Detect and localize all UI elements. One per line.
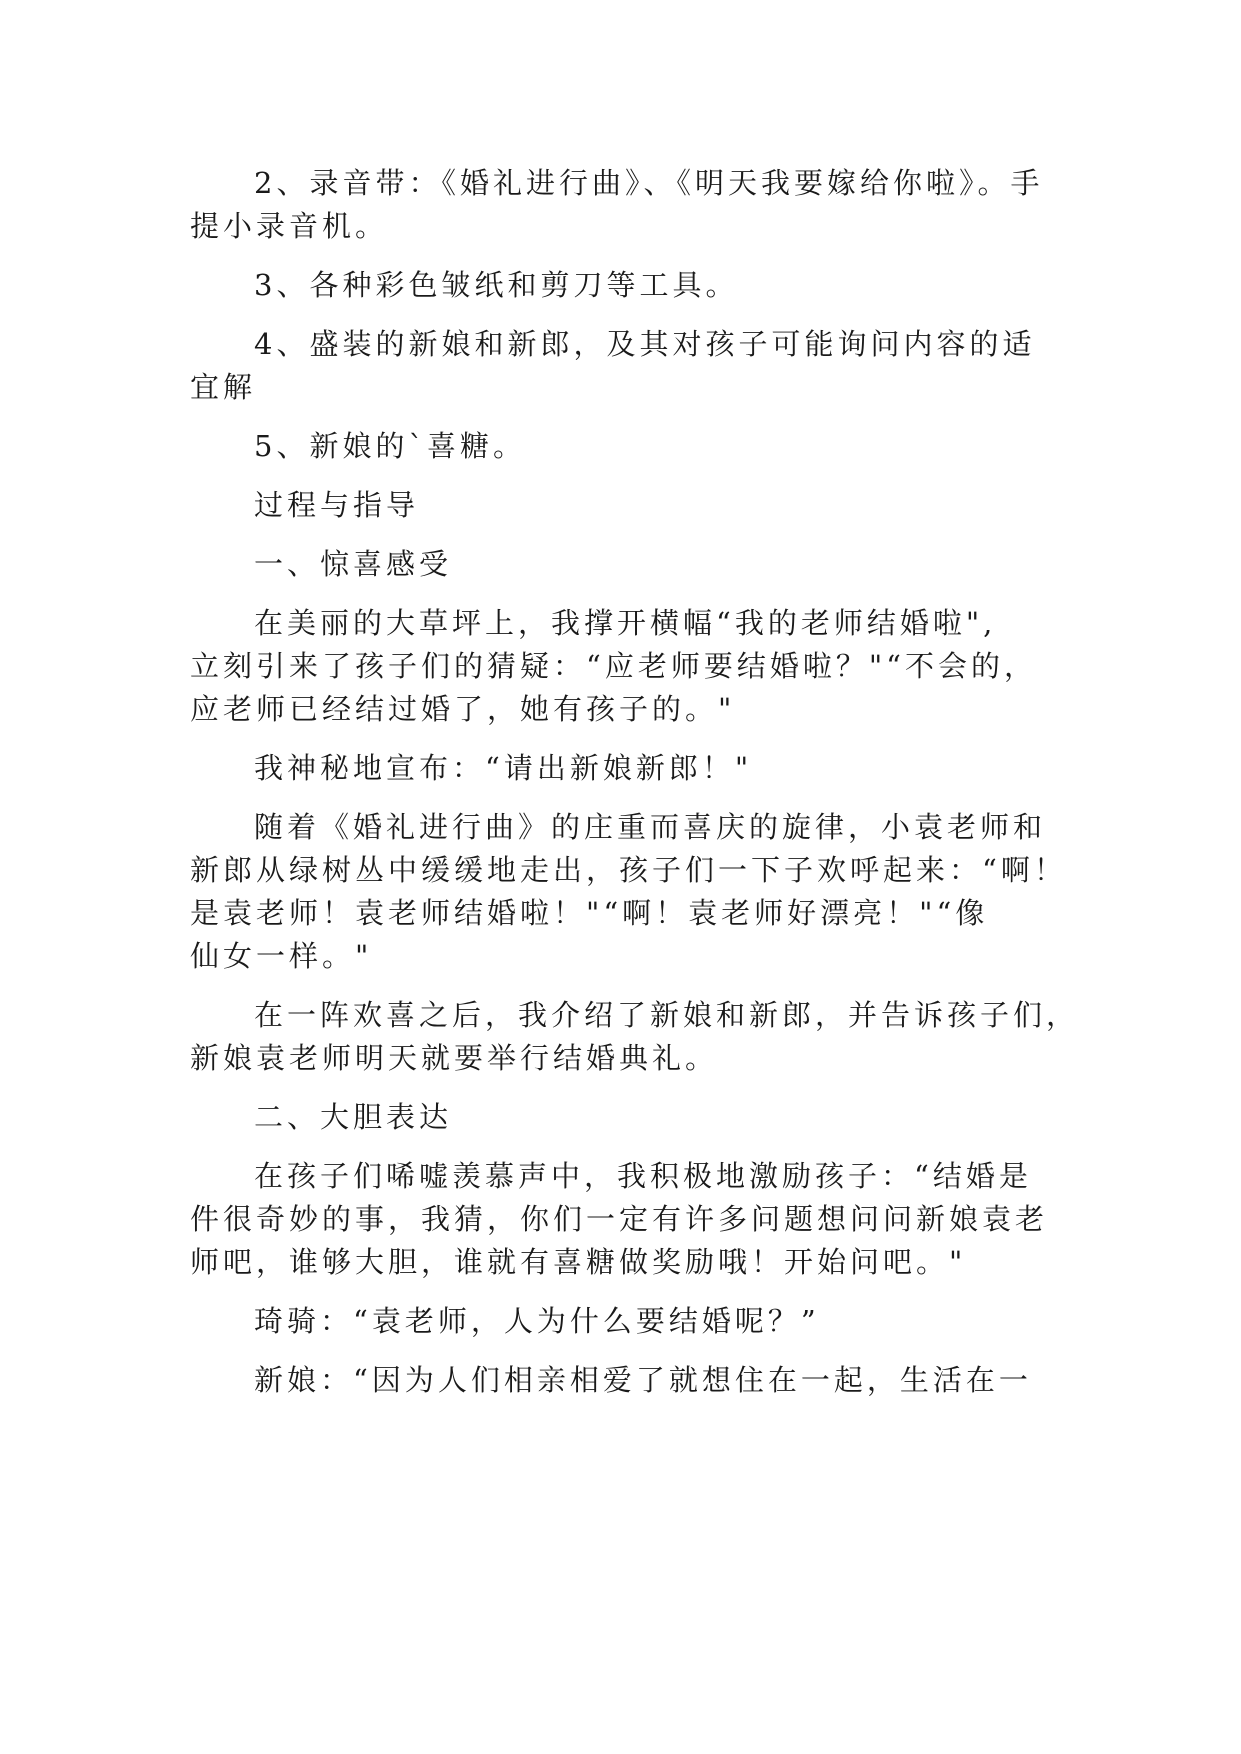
- paragraph-line: 应老师已经结过婚了，她有孩子的。": [190, 692, 736, 726]
- paragraph-line: 随着《婚礼进行曲》的庄重而喜庆的旋律，小袁老师和: [254, 810, 1047, 844]
- paragraph-line: 是袁老师！袁老师结婚啦！"“啊！袁老师好漂亮！"“像: [190, 896, 989, 930]
- paragraph-line: 立刻引来了孩子们的猜疑：“应老师要结婚啦？"“不会的，: [190, 649, 1037, 683]
- list-item-2: 2、录音带：《婚礼进行曲》、《明天我要嫁给你啦》。手: [254, 166, 1044, 200]
- list-item-2-continued: 提小录音机。: [190, 209, 389, 243]
- subsection-heading-1: 一、惊喜感受: [254, 547, 453, 581]
- paragraph-line: 件很奇妙的事，我猜，你们一定有许多问题想问问新娘袁老: [190, 1202, 1049, 1236]
- paragraph-line: 师吧，谁够大胆，谁就有喜糖做奖励哦！开始问吧。": [190, 1245, 967, 1279]
- section-heading-process: 过程与指导: [254, 488, 420, 522]
- subsection-heading-2: 二、大胆表达: [254, 1100, 453, 1134]
- list-item-4-continued: 宜解: [190, 370, 257, 404]
- paragraph-line: 在美丽的大草坪上，我撑开横幅“我的老师结婚啦",: [254, 606, 997, 640]
- list-item-5: 5、新娘的`喜糖。: [254, 429, 526, 463]
- paragraph-line: 仙女一样。": [190, 939, 373, 973]
- paragraph-line: 新娘袁老师明天就要举行结婚典礼。: [190, 1041, 719, 1075]
- paragraph-line: 在一阵欢喜之后，我介绍了新娘和新郎，并告诉孩子们，: [254, 998, 1080, 1032]
- paragraph-line: 我神秘地宣布：“请出新娘新郎！": [254, 751, 753, 785]
- list-item-4: 4、盛装的新娘和新郎，及其对孩子可能询问内容的适: [254, 327, 1036, 361]
- document-body: [190, 162, 1080, 1402]
- list-item-3: 3、各种彩色皱纸和剪刀等工具。: [254, 268, 739, 302]
- dialogue-line: 新娘：“因为人们相亲相爱了就想住在一起，生活在一: [254, 1363, 1032, 1397]
- paragraph-line: 在孩子们唏嘘羡慕声中，我积极地激励孩子：“结婚是: [254, 1159, 1032, 1193]
- dialogue-line: 琦骑：“袁老师，人为什么要结婚呢？”: [254, 1304, 820, 1338]
- paragraph-line: 新郎从绿树丛中缓缓地走出，孩子们一下子欢呼起来：“啊！: [190, 853, 1067, 887]
